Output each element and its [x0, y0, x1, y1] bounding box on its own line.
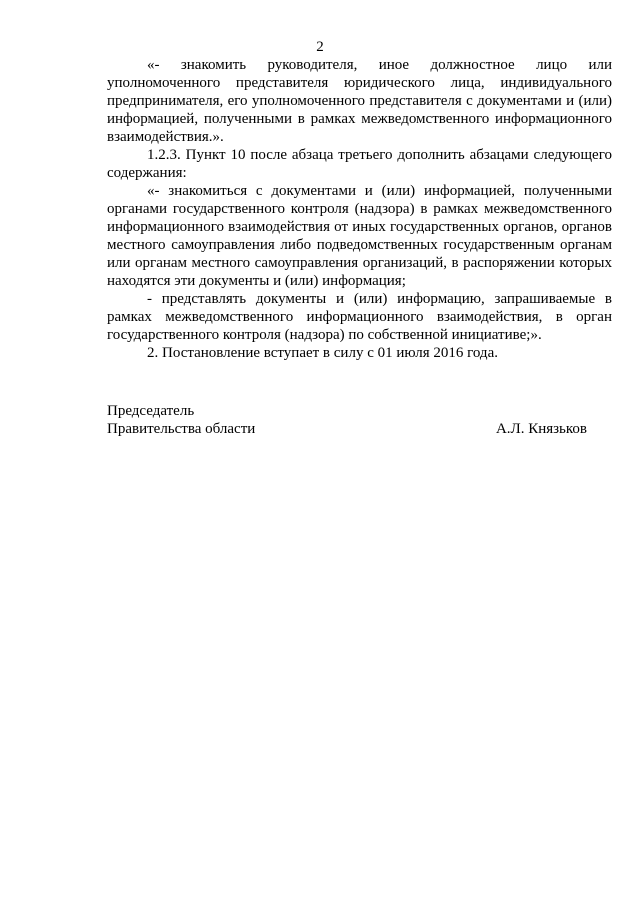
paragraph-inform-documents: «- знакомить руководителя, иное должностное лицо или уполномоченного представителя юридического лица, индивидуального предпринимателя, его уполномоченного представителя с документами и (или) информацией, полученными в рамках межведомственного информационного взаимодействия.».: [107, 57, 612, 145]
document-body: [107, 56, 612, 362]
signature-block: [107, 402, 587, 438]
paragraph-submit-documents: - представлять документы и (или) информацию, запрашиваемые в рамках межведомственного информационного взаимодействия, в орган государственного контроля (надзора) по собственной инициативе;».: [107, 291, 612, 343]
signatory-name: А.Л. Князьков: [495, 421, 587, 437]
paragraph-effective-date: 2. Постановление вступает в силу с 01 июля 2016 года.: [147, 345, 498, 361]
paragraph-item-1-2-3: 1.2.3. Пункт 10 после абзаца третьего дополнить абзацами следующего содержания:: [107, 147, 612, 181]
page-number: 2: [316, 39, 324, 55]
signatory-position-line2: Правительства области: [107, 421, 256, 437]
signature-row: [107, 420, 587, 438]
signatory-position-line1: Председатель: [107, 403, 195, 419]
paragraph-get-acquainted: «- знакомиться с документами и (или) информацией, полученными органами государственного контроля (надзора) в рамках межведомственного информационного взаимодействия от иных государственных органов, органов местного самоуправления либо подведомственных государственным органам или органам местного самоуправления организаций, в распоряжении которых находятся эти документы и (или) информация;: [107, 183, 612, 289]
